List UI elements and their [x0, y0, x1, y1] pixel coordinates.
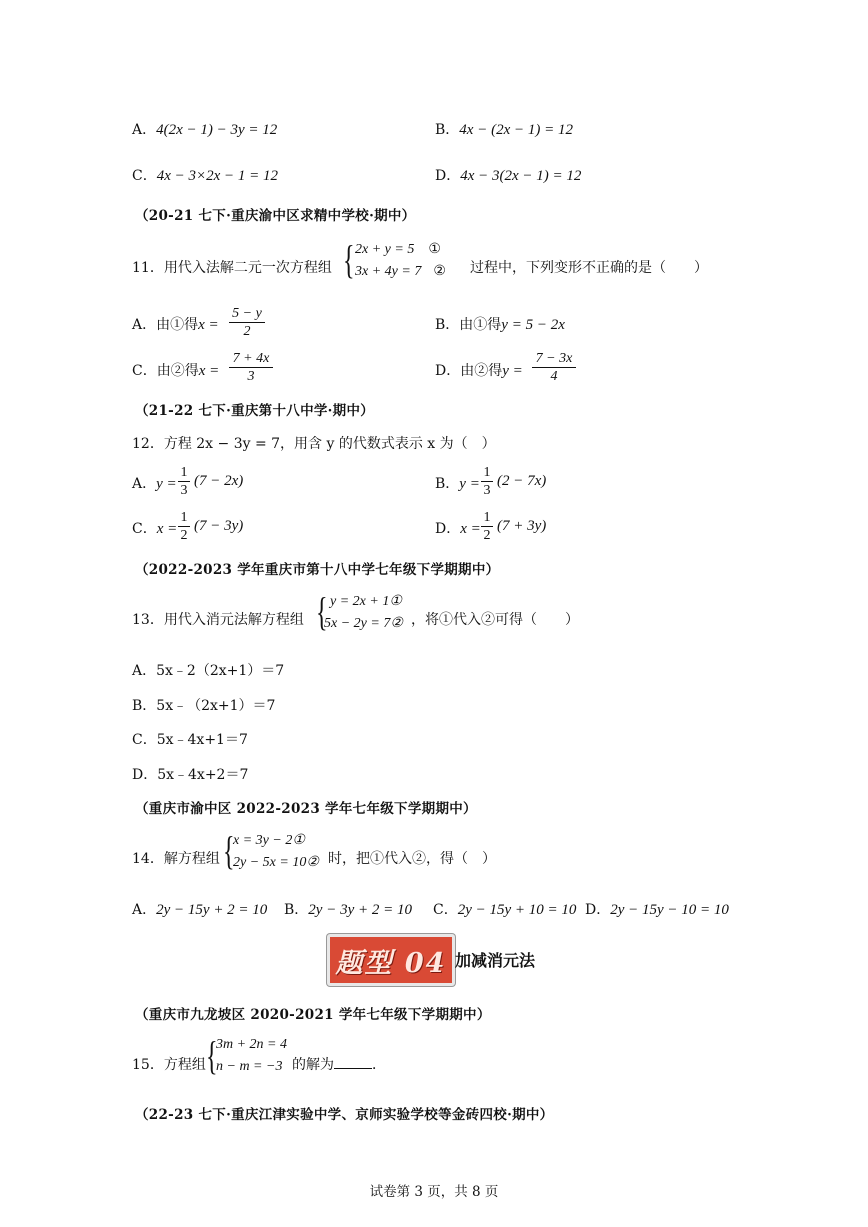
option-lhs: x =	[156, 521, 178, 537]
q11-a-fraction	[229, 305, 265, 340]
q14-source: （重庆市渝中区 2022-2023 学年七年级下学期期中）	[135, 801, 477, 817]
q14-option-d	[585, 899, 729, 919]
fraction-numerator: 1	[481, 509, 493, 527]
q13-stem-post: ，将①代入②可得（ ）	[411, 612, 579, 628]
option-label: A．	[132, 476, 157, 492]
option-label: A．	[132, 902, 157, 918]
fraction-numerator: 1	[481, 464, 493, 482]
option-expr: y = 5 − 2x	[501, 317, 565, 333]
brace-icon: {	[206, 1033, 218, 1078]
option-lhs: y =	[156, 476, 177, 492]
option-label: D．由②得	[435, 363, 503, 379]
option-label: D．	[585, 902, 611, 918]
q14-option-a	[132, 899, 267, 919]
option-label: B．	[284, 902, 309, 918]
circled-2-mark: ②	[433, 264, 446, 279]
stem-end: ．	[372, 1057, 386, 1073]
fraction-denominator: 3	[180, 483, 188, 498]
q10-option-c	[132, 165, 278, 185]
q12-d-rest: (7 + 3y)	[497, 518, 547, 534]
fraction-denominator: 4	[550, 369, 558, 384]
option-label: B．	[435, 122, 460, 138]
q11-c-fraction	[229, 350, 273, 385]
fraction-numerator: 7 − 3x	[532, 350, 576, 368]
option-label: A．由①得	[132, 317, 199, 333]
option-expr: 2y − 3y + 2 = 10	[308, 902, 412, 918]
option-label: C．	[132, 168, 157, 184]
q10-option-d	[435, 165, 581, 185]
option-lhs: y =	[502, 363, 523, 379]
q13-option-d: D．5x﹣4x+2＝7	[132, 767, 249, 783]
sys-line-1: 3m + 2n = 4	[216, 1037, 288, 1052]
section-title: 加减消元法	[455, 951, 536, 970]
q14-stem-post: 时，把①代入②，得（ ）	[328, 851, 496, 867]
q12-b-rest: (2 − 7x)	[497, 473, 547, 489]
stem-text: 的解为	[292, 1057, 334, 1073]
q11-option-c	[132, 360, 219, 380]
q12-d-fraction	[481, 509, 493, 544]
q12-c-fraction	[178, 509, 190, 544]
q12-b-fraction	[481, 464, 493, 499]
option-label: B．	[435, 476, 460, 492]
q12-a-fraction	[178, 464, 190, 499]
circled-1-mark: ①	[428, 242, 441, 257]
q15-stem-post	[292, 1054, 386, 1074]
q13-stem-pre: 13．用代入消元法解方程组	[132, 612, 304, 628]
q12-option-a	[132, 473, 177, 493]
option-label: A．	[132, 122, 157, 138]
fraction-denominator: 3	[483, 483, 491, 498]
q16-source: （22-23 七下·重庆江津实验中学、京师实验学校等金砖四校·期中）	[135, 1107, 554, 1123]
q13-option-c: C．5x﹣4x+1＝7	[132, 732, 248, 748]
sys-line-1: 2x + y = 5	[355, 242, 415, 257]
option-label: D．	[435, 521, 461, 537]
sys-line-2: 5x − 2y = 7②	[324, 616, 403, 631]
option-expr: 4x − 3(2x − 1) = 12	[460, 168, 582, 184]
option-lhs: x =	[460, 521, 481, 537]
q11-stem-pre: 11．用代入法解二元一次方程组	[132, 260, 332, 276]
sys-line-2: 2y − 5x = 10②	[233, 855, 319, 870]
q13-option-a: A．5x﹣2（2x+1）＝7	[132, 663, 285, 679]
option-lhs: x =	[198, 317, 219, 333]
fraction-numerator: 5 − y	[229, 305, 265, 323]
sys-line-2: 3x + 4y = 7	[355, 264, 422, 279]
q11-option-a	[132, 314, 219, 334]
sys-line-2: n − m = −3	[216, 1059, 283, 1074]
fraction-denominator: 2	[180, 528, 188, 543]
q11-d-fraction	[532, 350, 576, 385]
sys-line-1: y = 2x + 1①	[330, 594, 402, 609]
q12-c-rest: (7 − 3y)	[194, 518, 244, 534]
fraction-denominator: 3	[247, 369, 255, 384]
option-label: D．	[435, 168, 461, 184]
q11-option-d	[435, 360, 523, 380]
fraction-denominator: 2	[483, 528, 491, 543]
option-lhs: x =	[198, 363, 220, 379]
fraction-numerator: 1	[178, 509, 190, 527]
option-label: C．由②得	[132, 363, 199, 379]
option-label: C．	[433, 902, 458, 918]
option-expr: 2y − 15y + 2 = 10	[156, 902, 268, 918]
q14-stem-pre: 14．解方程组	[132, 851, 220, 867]
q10-option-a	[132, 119, 277, 139]
option-expr: 2y − 15y + 10 = 10	[457, 902, 577, 918]
q15-stem-pre: 15．方程组	[132, 1057, 206, 1073]
section-badge	[327, 934, 455, 986]
q12-option-c	[132, 518, 177, 538]
option-label: C．	[132, 521, 157, 537]
q11-source: （20-21 七下·重庆渝中区求精中学校·期中）	[135, 208, 416, 224]
q12-source: （21-22 七下·重庆第十八中学·期中）	[135, 403, 375, 419]
q12-a-rest: (7 − 2x)	[194, 473, 244, 489]
q14-option-c	[433, 899, 576, 919]
option-expr: 4x − (2x − 1) = 12	[459, 122, 573, 138]
page-footer: 试卷第 3 页，共 8 页	[369, 1184, 499, 1200]
fraction-numerator: 7 + 4x	[229, 350, 273, 368]
q12-stem: 12．方程 2x − 3y = 7，用含 y 的代数式表示 x 为（ ）	[132, 436, 496, 452]
section-badge-text: 题型 04	[335, 948, 447, 979]
q11-option-b	[435, 314, 565, 334]
option-label: B．由①得	[435, 317, 502, 333]
q12-option-b	[435, 473, 480, 493]
answer-blank[interactable]	[334, 1056, 372, 1069]
q12-option-d	[435, 518, 481, 538]
fraction-denominator: 2	[243, 324, 251, 339]
fraction-numerator: 1	[178, 464, 190, 482]
option-lhs: y =	[459, 476, 480, 492]
option-expr: 4x − 3×2x − 1 = 12	[156, 168, 279, 184]
brace-icon: {	[223, 828, 235, 873]
q15-source: （重庆市九龙坡区 2020-2021 学年七年级下学期期中）	[135, 1007, 491, 1023]
option-expr: 2y − 15y − 10 = 10	[610, 902, 729, 918]
q14-option-b	[284, 899, 412, 919]
option-expr: 4(2x − 1) − 3y = 12	[156, 122, 278, 138]
q10-option-b	[435, 119, 573, 139]
q11-stem-post: 过程中，下列变形不正确的是（ ）	[470, 260, 708, 276]
brace-icon: {	[343, 237, 355, 282]
sys-line-1: x = 3y − 2①	[233, 833, 305, 848]
brace-icon: {	[316, 589, 328, 634]
q13-option-b: B．5x﹣（2x+1）＝7	[132, 698, 276, 714]
q13-source: （2022-2023 学年重庆市第十八中学七年级下学期期中）	[135, 562, 500, 578]
